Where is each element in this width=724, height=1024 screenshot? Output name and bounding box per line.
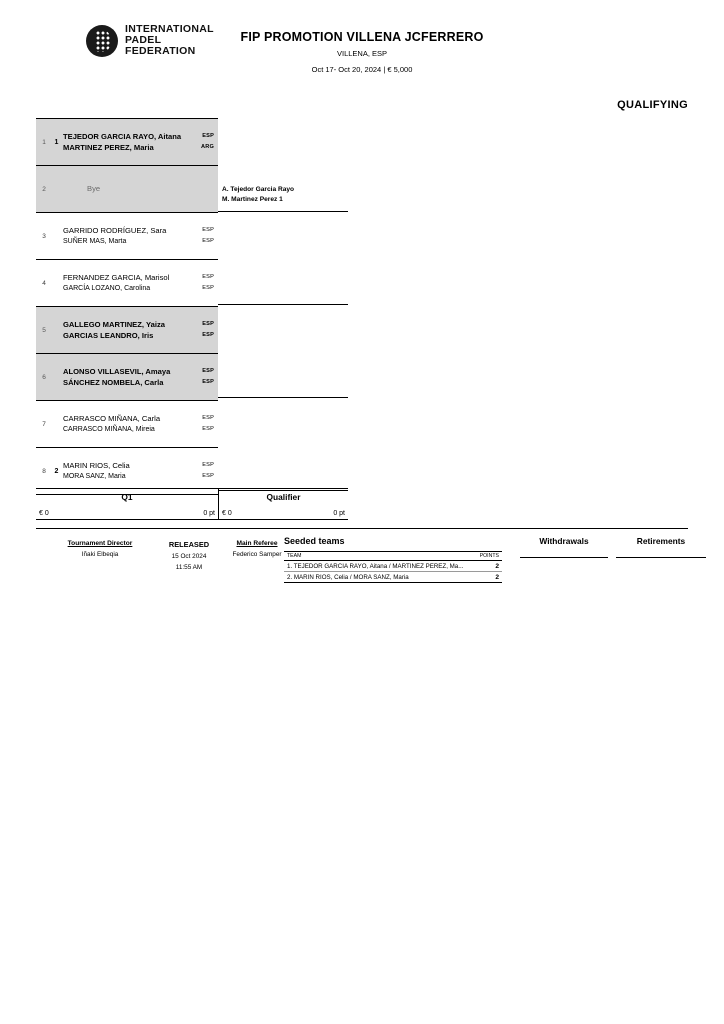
q1-cell [36, 488, 218, 520]
q1-money-left: € 0 [39, 510, 49, 517]
draw-slot[interactable] [36, 260, 218, 306]
tournament-city: VILLENA, ESP [336, 49, 388, 58]
draw-slot[interactable] [36, 213, 218, 259]
slot-number: 7 [42, 420, 46, 428]
retirements-block [616, 536, 706, 558]
prize-money-row [36, 488, 348, 520]
released-time: 11:55 AM [175, 564, 203, 571]
seeded-points-cell: 2 [475, 561, 502, 572]
withdrawals-block [520, 536, 608, 558]
table-row [284, 572, 502, 583]
slot-countries [192, 319, 218, 342]
player-name: Bye [87, 184, 101, 194]
slot-team-names [61, 272, 192, 295]
main-referee-name: Federico Samper [232, 551, 282, 558]
seeded-team-cell: 1. TEJEDOR GARCIA RAYO, Aitana / MARTINEZ PEREZ, Ma... [284, 561, 475, 572]
main-referee-title: Main Referee [236, 540, 278, 547]
player-name: GARCÍA LOZANO, Carolina [63, 285, 151, 292]
draw-slot[interactable] [36, 354, 218, 400]
player-name: CARRASCO MIÑANA, Mireia [63, 426, 155, 433]
player-name: GARRIDO RODRÍGUEZ, Sara [63, 225, 167, 235]
slot-number: 8 [42, 467, 46, 475]
player-name: ALONSO VILLASEVIL, Amaya [63, 366, 171, 376]
slot-number: 3 [42, 232, 46, 240]
seeded-table-header-row [284, 552, 502, 561]
country-code: ESP [202, 285, 214, 291]
seeded-col-points: POINTS [475, 552, 502, 561]
draw-slot[interactable] [36, 166, 218, 212]
slot-team-names [61, 413, 192, 436]
slot-number: 1 [42, 138, 46, 146]
footer-divider [36, 528, 688, 529]
tournament-director-block [48, 540, 152, 558]
slot-number: 6 [42, 373, 46, 381]
country-code: ESP [202, 473, 214, 479]
player-name: MORA SANZ, Maria [63, 473, 126, 480]
round-2-match-line [218, 304, 348, 305]
slot-number: 5 [42, 326, 46, 334]
qualifier-money [219, 510, 348, 517]
logo-line-2: PADEL [125, 34, 162, 46]
released-label: RELEASED [168, 540, 210, 549]
slot-countries [192, 131, 218, 154]
seeded-col-team: TEAM [284, 552, 475, 561]
slot-countries [192, 413, 218, 436]
slot-team-names [61, 225, 192, 248]
player-name: GARCIAS LEANDRO, Iris [63, 331, 154, 340]
tournament-director-title: Tournament Director [67, 540, 133, 547]
tournament-director-name: Iñaki Elbeqia [81, 551, 119, 558]
section-label-qualifying: QUALIFYING [617, 99, 688, 111]
player-name: TEJEDOR GARCIA RAYO, Aitana [63, 131, 182, 141]
round-2-player-1: A. Tejedor Garcia Rayo [222, 186, 295, 193]
round-2-player-2: M. Martinez Perez 1 [222, 196, 283, 203]
slot-seed: 1 [54, 138, 59, 146]
round-2-team-names [222, 185, 294, 205]
round-2-match-line [218, 211, 348, 212]
seeded-points-cell: 2 [475, 572, 502, 583]
draw-slot[interactable] [36, 119, 218, 165]
slot-team-names [61, 366, 192, 389]
player-name: GALLEGO MARTINEZ, Yaiza [63, 319, 165, 329]
seeded-team-cell: 2. MARIN RIOS, Celia / MORA SANZ, Maria [284, 572, 475, 583]
player-name: SÁNCHEZ NOMBELA, Carla [63, 378, 164, 387]
retirements-title: Retirements [636, 536, 686, 546]
round-2-match-line [218, 397, 348, 398]
logo-line-3: FEDERATION [125, 45, 196, 57]
slot-countries [192, 366, 218, 389]
page-title: FIP PROMOTION VILLENA JCFERRERO [240, 30, 484, 44]
tournament-dates-prize: Oct 17- Oct 20, 2024 | € 5,000 [311, 65, 413, 74]
seeded-teams-block [284, 536, 514, 583]
slot-number: 2 [42, 185, 46, 193]
slot-countries [192, 460, 218, 483]
qualifier-cell [218, 488, 348, 520]
country-code: ESP [202, 367, 214, 374]
country-code: ESP [202, 414, 214, 421]
slot-team-names [61, 460, 192, 483]
slot-countries [192, 272, 218, 295]
slot-team-names [61, 131, 192, 154]
slot-team-names [61, 319, 192, 342]
country-code: ESP [202, 226, 214, 233]
country-code: ESP [202, 320, 214, 327]
country-code: ESP [202, 379, 214, 385]
player-name: FERNANDEZ GARCIA, Marisol [63, 272, 170, 282]
q1-label: Q1 [121, 492, 133, 502]
released-date: 15 Oct 2024 [171, 553, 207, 560]
table-row [284, 561, 502, 572]
country-code: ESP [202, 273, 214, 280]
q1-money-right: 0 pt [203, 510, 215, 517]
tournament-title-block [0, 30, 724, 74]
retirements-rule [616, 557, 706, 558]
withdrawals-rule [520, 557, 608, 558]
qualifier-money-right: 0 pt [333, 510, 345, 517]
seeded-teams-table [284, 551, 502, 583]
round-1-column [36, 118, 218, 495]
seeded-teams-title: Seeded teams [284, 536, 345, 546]
player-name: MARTINEZ PEREZ, Maria [63, 143, 154, 152]
country-code: ESP [202, 132, 214, 139]
draw-slot[interactable] [36, 307, 218, 353]
country-code: ESP [202, 461, 214, 468]
country-code: ESP [202, 332, 214, 338]
q1-money [36, 510, 218, 517]
qualifier-money-left: € 0 [222, 510, 232, 517]
player-name: MARIN RIOS, Celia [63, 460, 130, 470]
slot-team-names [61, 183, 192, 195]
country-code: ESP [202, 238, 214, 244]
slot-seed: 2 [54, 467, 59, 475]
player-name: CARRASCO MIÑANA, Carla [63, 413, 161, 423]
withdrawals-title: Withdrawals [539, 536, 589, 546]
country-code: ESP [202, 426, 214, 432]
slot-number: 4 [42, 279, 46, 287]
qualifier-label: Qualifier [266, 492, 301, 502]
draw-bracket [36, 118, 688, 495]
player-name: SUÑER MAS, Marta [63, 238, 127, 245]
country-code: ARG [200, 144, 214, 150]
page-header [0, 0, 724, 90]
draw-slot[interactable] [36, 401, 218, 447]
slot-countries [192, 225, 218, 248]
logo-line-1: INTERNATIONAL [125, 23, 214, 35]
